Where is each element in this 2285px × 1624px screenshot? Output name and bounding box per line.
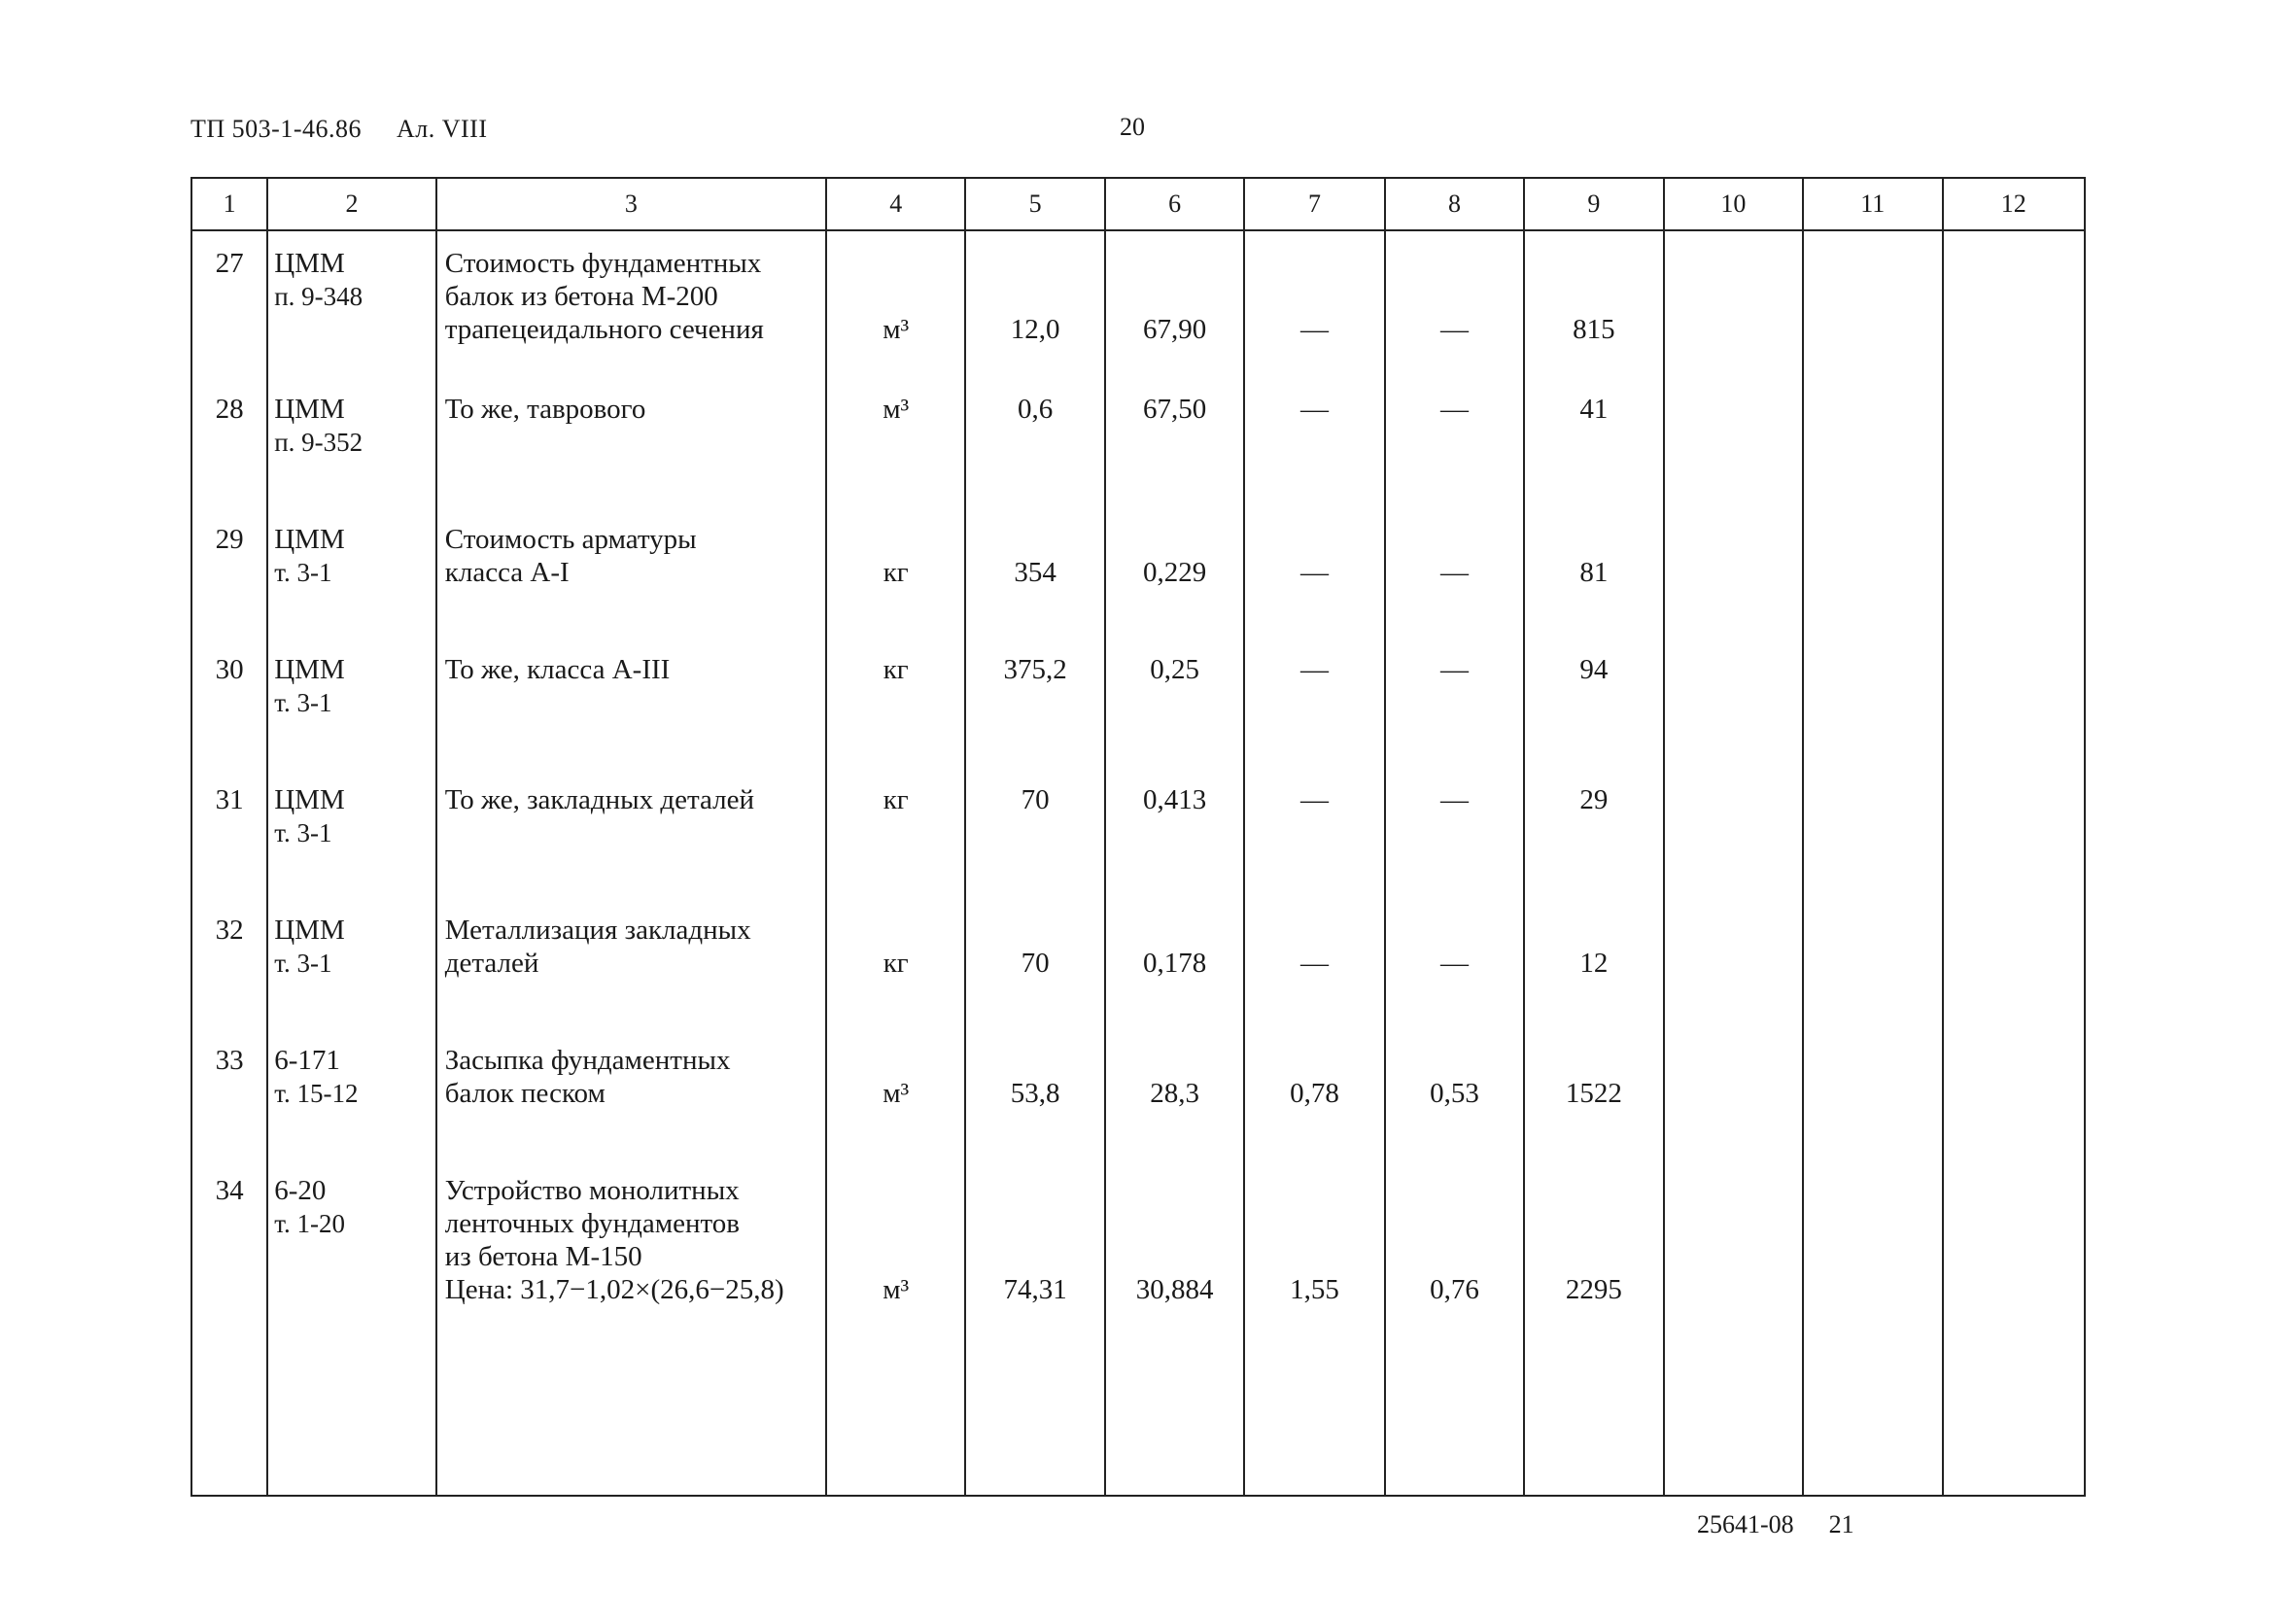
quantity-value-cell (965, 768, 1104, 898)
unit-price-value-cell (1105, 1158, 1244, 1359)
inventory-number: 25641-08 (1697, 1510, 1794, 1538)
description-cell (436, 898, 826, 1028)
column-8-value-cell (1385, 1158, 1524, 1359)
description-line: деталей (444, 948, 539, 979)
empty-cell (1803, 1158, 1942, 1359)
description-line: То же, таврового (444, 394, 646, 425)
unit-value-cell (826, 1158, 965, 1359)
reference-sub: п. 9-348 (274, 282, 364, 311)
description-line: Стоимость фундаментных (444, 248, 762, 279)
unit-value: кг (883, 948, 909, 979)
description-line: класса А-I (444, 557, 570, 588)
description (437, 507, 825, 589)
column-7-value-cell (1244, 507, 1384, 638)
column-8-value-cell (1385, 230, 1524, 377)
column-7-value-cell (1244, 230, 1384, 377)
column-7-value-cell (1244, 1158, 1384, 1359)
estimate-table-frame (190, 177, 2086, 1497)
unit-price-value: 67,90 (1142, 314, 1207, 345)
unit-value: м³ (883, 1274, 910, 1305)
row-number-cell (192, 1028, 267, 1158)
description-line: из бетона М-150 (444, 1241, 642, 1272)
column-header: 7 (1244, 179, 1384, 230)
empty-cell (1524, 1359, 1663, 1495)
empty-cell (192, 1359, 267, 1495)
description (437, 377, 825, 426)
empty-cell (1664, 898, 1803, 1028)
description-cell (436, 230, 826, 377)
unit-price-value-cell (1105, 898, 1244, 1028)
empty-cell (1943, 377, 2085, 507)
empty-cell (1943, 1359, 2085, 1495)
column-7-value: — (1300, 654, 1330, 685)
column-8-value-cell (1385, 638, 1524, 768)
description (437, 898, 825, 980)
unit-price-value: 0,178 (1142, 948, 1207, 979)
empty-cell (1664, 1158, 1803, 1359)
column-7-value-cell (1244, 768, 1384, 898)
empty-cell (1664, 1028, 1803, 1158)
column-7-value: — (1300, 948, 1330, 979)
reference-cell (267, 898, 436, 1028)
empty-cell (267, 1359, 436, 1495)
reference-sub: т. 3-1 (274, 818, 332, 847)
description-line: балок песком (444, 1078, 606, 1109)
unit-value: кг (883, 784, 909, 815)
column-8-value: 0,53 (1430, 1078, 1479, 1109)
empty-cell (1943, 507, 2085, 638)
reference-main: ЦММ (274, 394, 345, 425)
column-7-value-cell (1244, 898, 1384, 1028)
empty-cell (1943, 768, 2085, 898)
album-label: Ал. VIII (396, 115, 488, 143)
unit-value: кг (883, 654, 909, 685)
empty-cell (1664, 768, 1803, 898)
column-8-value: — (1439, 557, 1469, 588)
description-line: Цена: 31,7−1,02×(26,6−25,8) (444, 1274, 784, 1305)
unit-value-cell (826, 898, 965, 1028)
empty-cell (1664, 230, 1803, 377)
column-8-value: — (1439, 314, 1469, 345)
description-cell (436, 638, 826, 768)
total-value: 29 (1579, 784, 1609, 815)
empty-cell (1803, 898, 1942, 1028)
column-7-value-cell (1244, 377, 1384, 507)
reference-main: ЦММ (274, 654, 345, 685)
unit-value: м³ (883, 394, 910, 425)
column-7-value: — (1300, 784, 1330, 815)
unit-value-cell (826, 507, 965, 638)
total-value: 12 (1579, 948, 1609, 979)
description-line: Засыпка фундаментных (444, 1045, 731, 1076)
description-cell (436, 1158, 826, 1359)
column-header: 5 (965, 179, 1104, 230)
reference-main: ЦММ (274, 524, 345, 555)
table-row (192, 1158, 2084, 1359)
unit-value: м³ (883, 314, 910, 345)
total-value: 1522 (1565, 1078, 1622, 1109)
column-8-value-cell (1385, 898, 1524, 1028)
empty-cell (1803, 1028, 1942, 1158)
unit-value: м³ (883, 1078, 910, 1109)
description-cell (436, 377, 826, 507)
unit-value-cell (826, 768, 965, 898)
reference-sub: т. 15-12 (274, 1079, 359, 1108)
unit-price-value-cell (1105, 768, 1244, 898)
table-body (192, 230, 2084, 1495)
row-number-cell (192, 638, 267, 768)
reference-cell (267, 507, 436, 638)
empty-cell (1943, 638, 2085, 768)
unit-price-value: 0,413 (1142, 784, 1207, 815)
column-header: 6 (1105, 179, 1244, 230)
reference-cell (267, 377, 436, 507)
unit-price-value: 28,3 (1150, 1078, 1199, 1109)
document-code: ТП 503-1-46.86 (190, 115, 362, 143)
reference (268, 638, 435, 719)
row-number-cell (192, 1158, 267, 1359)
column-7-value-cell (1244, 638, 1384, 768)
column-header: 11 (1803, 179, 1942, 230)
column-8-value: — (1439, 394, 1469, 425)
quantity-value: 0,6 (1018, 394, 1054, 425)
table-header-row (192, 179, 2084, 230)
description-line: трапецеидального сечения (444, 314, 764, 345)
document-footer (1697, 1510, 1854, 1539)
quantity-value: 70 (1021, 784, 1050, 815)
table-row (192, 768, 2084, 898)
reference-sub: т. 3-1 (274, 558, 332, 587)
empty-cell (1664, 638, 1803, 768)
quantity-value: 70 (1021, 948, 1050, 979)
column-header: 10 (1664, 179, 1803, 230)
quantity-value: 53,8 (1010, 1078, 1060, 1109)
reference-main: 6-20 (274, 1175, 327, 1206)
description-cell (436, 507, 826, 638)
reference (268, 507, 435, 589)
reference (268, 1158, 435, 1240)
unit-value: кг (883, 557, 909, 588)
table-row (192, 1028, 2084, 1158)
empty-cell (1803, 768, 1942, 898)
quantity-value-cell (965, 507, 1104, 638)
row-number-cell (192, 377, 267, 507)
column-8-value: — (1439, 784, 1469, 815)
empty-cell (1943, 898, 2085, 1028)
description-cell (436, 1028, 826, 1158)
column-7-value: — (1300, 394, 1330, 425)
unit-value-cell (826, 638, 965, 768)
row-number: 33 (215, 1045, 244, 1076)
sheet-number: 21 (1828, 1510, 1854, 1538)
reference-main: 6-171 (274, 1045, 340, 1076)
empty-cell (1943, 1028, 2085, 1158)
reference (268, 1028, 435, 1110)
empty-cell (965, 1359, 1104, 1495)
total-value: 81 (1579, 557, 1609, 588)
column-header: 3 (436, 179, 826, 230)
empty-cell (1803, 1359, 1942, 1495)
total-value-cell (1524, 898, 1663, 1028)
description-line: То же, класса А-III (444, 654, 671, 685)
unit-price-value-cell (1105, 507, 1244, 638)
reference-sub: т. 3-1 (274, 949, 332, 978)
reference-main: ЦММ (274, 248, 345, 279)
row-number: 32 (215, 915, 244, 946)
reference-sub: т. 3-1 (274, 688, 332, 717)
column-header: 9 (1524, 179, 1663, 230)
total-value: 2295 (1565, 1274, 1622, 1305)
reference-sub: п. 9-352 (274, 428, 364, 457)
unit-price-value-cell (1105, 230, 1244, 377)
unit-price-value-cell (1105, 638, 1244, 768)
table-row (192, 638, 2084, 768)
reference-cell (267, 768, 436, 898)
description-line: Устройство монолитных (444, 1175, 740, 1206)
column-header: 12 (1943, 179, 2085, 230)
description (437, 231, 825, 346)
reference-cell (267, 1028, 436, 1158)
total-value: 94 (1579, 654, 1609, 685)
empty-cell (1664, 507, 1803, 638)
row-number-cell (192, 230, 267, 377)
reference-cell (267, 230, 436, 377)
column-header: 2 (267, 179, 436, 230)
quantity-value-cell (965, 638, 1104, 768)
empty-cell (1664, 377, 1803, 507)
description (437, 768, 825, 816)
total-value-cell (1524, 377, 1663, 507)
reference-sub: т. 1-20 (274, 1209, 345, 1238)
empty-cell (1803, 230, 1942, 377)
row-number: 30 (215, 654, 244, 685)
row-number: 27 (215, 248, 244, 279)
column-8-value-cell (1385, 377, 1524, 507)
column-8-value: — (1439, 948, 1469, 979)
unit-price-value: 67,50 (1142, 394, 1207, 425)
reference (268, 377, 435, 459)
quantity-value-cell (965, 1158, 1104, 1359)
table-filler-row (192, 1359, 2084, 1495)
reference (268, 898, 435, 980)
description-line: балок из бетона М-200 (444, 281, 718, 312)
empty-cell (1803, 638, 1942, 768)
unit-value-cell (826, 1028, 965, 1158)
column-8-value: 0,76 (1430, 1274, 1479, 1305)
table-row (192, 898, 2084, 1028)
total-value-cell (1524, 230, 1663, 377)
reference-main: ЦММ (274, 915, 345, 946)
empty-cell (1803, 377, 1942, 507)
reference-cell (267, 1158, 436, 1359)
row-number-cell (192, 768, 267, 898)
description (437, 1158, 825, 1306)
empty-cell (826, 1359, 965, 1495)
column-8-value: — (1439, 654, 1469, 685)
empty-cell (1803, 507, 1942, 638)
reference-cell (267, 638, 436, 768)
column-header: 4 (826, 179, 965, 230)
empty-cell (1244, 1359, 1384, 1495)
total-value-cell (1524, 507, 1663, 638)
unit-price-value: 0,229 (1142, 557, 1207, 588)
reference (268, 231, 435, 313)
document-header (190, 115, 488, 144)
empty-cell (436, 1359, 826, 1495)
empty-cell (1105, 1359, 1244, 1495)
quantity-value-cell (965, 898, 1104, 1028)
reference (268, 768, 435, 849)
table-row (192, 507, 2084, 638)
empty-cell (1664, 1359, 1803, 1495)
total-value: 41 (1579, 394, 1609, 425)
description (437, 638, 825, 686)
table-row (192, 230, 2084, 377)
empty-cell (1385, 1359, 1524, 1495)
description-line: То же, закладных деталей (444, 784, 754, 815)
quantity-value: 354 (1014, 557, 1056, 588)
description-cell (436, 768, 826, 898)
quantity-value-cell (965, 230, 1104, 377)
column-7-value: — (1300, 314, 1330, 345)
unit-price-value-cell (1105, 1028, 1244, 1158)
total-value-cell (1524, 1158, 1663, 1359)
row-number: 28 (215, 394, 244, 425)
quantity-value: 74,31 (1003, 1274, 1067, 1305)
row-number-cell (192, 507, 267, 638)
description-line: Металлизация закладных (444, 915, 751, 946)
unit-value-cell (826, 377, 965, 507)
column-7-value-cell (1244, 1028, 1384, 1158)
description-line: Стоимость арматуры (444, 524, 697, 555)
column-header: 1 (192, 179, 267, 230)
quantity-value-cell (965, 1028, 1104, 1158)
reference-main: ЦММ (274, 784, 345, 815)
total-value-cell (1524, 1028, 1663, 1158)
row-number: 31 (215, 784, 244, 815)
column-8-value-cell (1385, 1028, 1524, 1158)
page-number: 20 (1120, 113, 1145, 141)
column-header: 8 (1385, 179, 1524, 230)
row-number-cell (192, 898, 267, 1028)
column-8-value-cell (1385, 768, 1524, 898)
row-number: 34 (215, 1175, 244, 1206)
unit-price-value-cell (1105, 377, 1244, 507)
description (437, 1028, 825, 1110)
total-value-cell (1524, 768, 1663, 898)
estimate-table (192, 179, 2084, 1495)
quantity-value: 12,0 (1010, 314, 1060, 345)
quantity-value: 375,2 (1003, 654, 1067, 685)
unit-price-value: 0,25 (1150, 654, 1199, 685)
total-value: 815 (1573, 314, 1615, 345)
empty-cell (1943, 230, 2085, 377)
unit-value-cell (826, 230, 965, 377)
row-number: 29 (215, 524, 244, 555)
table-row (192, 377, 2084, 507)
empty-cell (1943, 1158, 2085, 1359)
quantity-value-cell (965, 377, 1104, 507)
column-7-value: 1,55 (1290, 1274, 1339, 1305)
column-8-value-cell (1385, 507, 1524, 638)
unit-price-value: 30,884 (1135, 1274, 1214, 1305)
total-value-cell (1524, 638, 1663, 768)
column-7-value: — (1300, 557, 1330, 588)
column-7-value: 0,78 (1290, 1078, 1339, 1109)
description-line: ленточных фундаментов (444, 1208, 740, 1239)
